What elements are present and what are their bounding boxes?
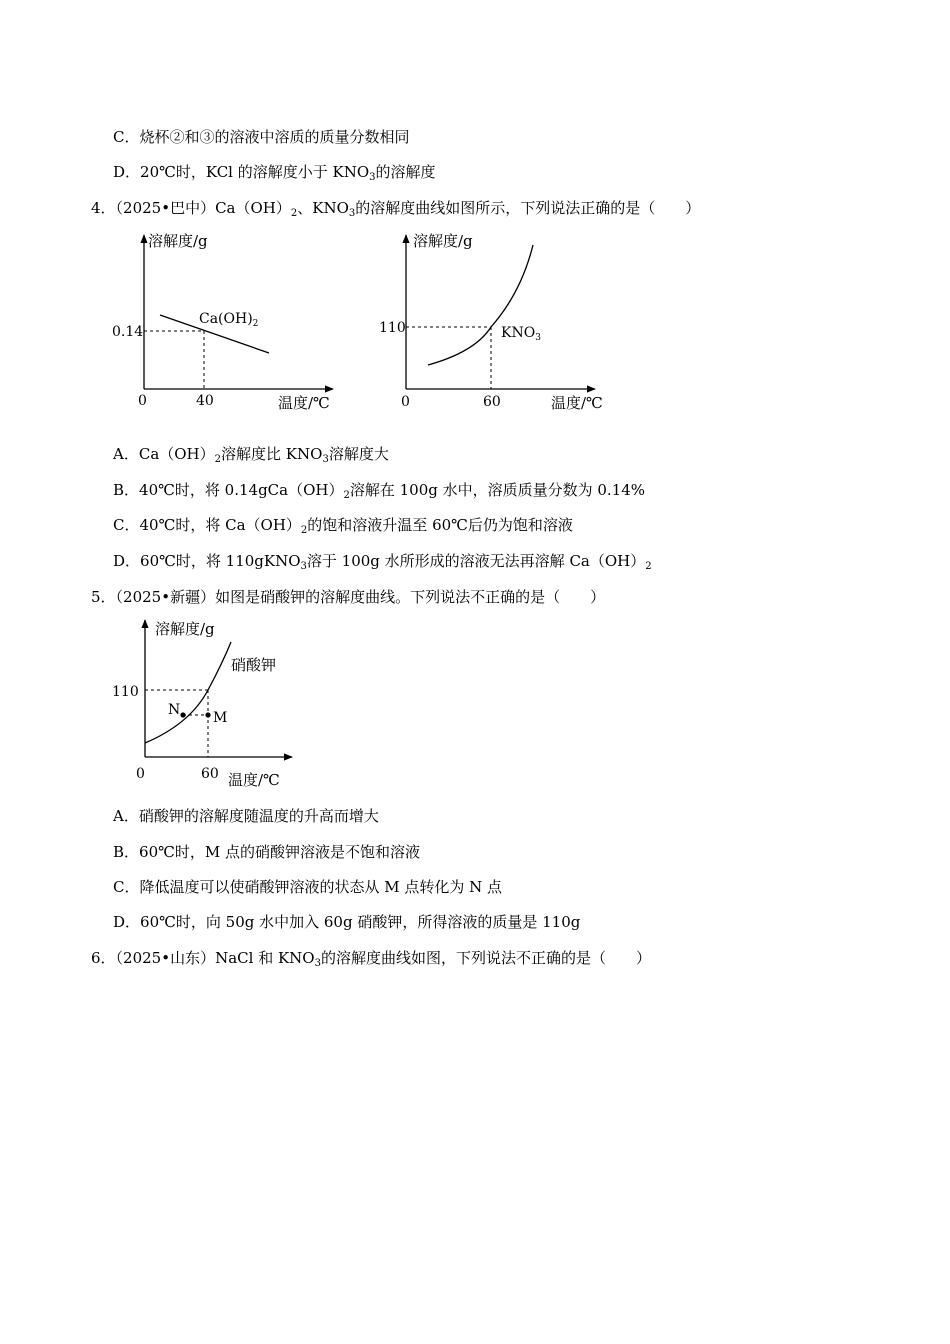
x-tick-label: 60 bbox=[483, 394, 501, 410]
q4-option-c: C．40℃时，将 $Ca(OH)_2$的饱和溶液升温至 60℃后仍为饱和溶液 bbox=[113, 516, 573, 536]
y-axis-label: 溶解度/g bbox=[155, 620, 215, 638]
q3-option-c: C．烧杯②和③的溶液中溶质的质量分数相同 bbox=[113, 128, 410, 146]
q5-stem: 5．（2025•新疆）如图是硝酸钾的溶解度曲线。下列说法不正确的是（ ） bbox=[91, 588, 606, 606]
q4-option-a: A．$Ca(OH)_2$溶解度比 $KNO_3$溶解度大 bbox=[113, 445, 389, 465]
q3-option-d: D．20℃时，KCl 的溶解度小于 $KNO_3$的溶解度 bbox=[113, 163, 436, 183]
origin-label: 0 bbox=[401, 394, 410, 410]
series-label: $KNO_3$ bbox=[501, 325, 541, 343]
y-axis-label: 溶解度/g bbox=[413, 232, 473, 250]
q4-stem: 4．（2025•巴中）$Ca(OH)_2$、$KNO_3$的溶解度曲线如图所示，下列说法正确的是（ ） bbox=[91, 199, 701, 219]
q6-stem: 6．（2025•山东）NaCl 和 $KNO_3$的溶解度曲线如图，下列说法不正确的是（ ） bbox=[91, 949, 651, 969]
x-axis-label: 温度/℃ bbox=[551, 394, 603, 412]
point-m bbox=[205, 712, 210, 717]
point-n bbox=[180, 712, 185, 717]
origin-label: 0 bbox=[138, 393, 147, 409]
series-label: $Ca(OH)_2$ bbox=[199, 311, 259, 329]
chart-caoh2-solubility bbox=[100, 225, 350, 420]
point-n-label: N bbox=[168, 702, 181, 718]
point-m-label: M bbox=[213, 710, 228, 726]
q4-option-b: B．40℃时，将 $0.14gCa(OH)_2$溶解在 100g 水中，溶质质量分数为 0.14% bbox=[113, 481, 646, 501]
origin-label: 0 bbox=[136, 766, 145, 782]
kno3-curve bbox=[428, 245, 533, 365]
chart-kno3-solubility bbox=[365, 225, 620, 420]
y-tick-label: 110 bbox=[379, 320, 406, 336]
series-label: 硝酸钾 bbox=[231, 656, 277, 674]
q5-option-a: A．硝酸钾的溶解度随温度的升高而增大 bbox=[113, 807, 379, 825]
x-axis-label: 温度/℃ bbox=[278, 394, 330, 412]
q5-option-d: D．60℃时，向 50g 水中加入 60g 硝酸钾，所得溶液的质量是 110g bbox=[113, 913, 581, 931]
x-axis-label: 温度/℃ bbox=[228, 771, 280, 789]
q4-option-d: D．60℃时，将 110gKNO$_3$溶于 100g 水所形成的溶液无法再溶解 $Ca(OH)_2$ bbox=[113, 552, 652, 572]
y-tick-label: 110 bbox=[112, 684, 139, 700]
kno3-curve bbox=[145, 642, 231, 743]
y-tick-label: 0.14 bbox=[112, 324, 144, 340]
x-tick-label: 60 bbox=[201, 766, 219, 782]
q5-option-c: C．降低温度可以使硝酸钾溶液的状态从 M 点转化为 N 点 bbox=[113, 878, 503, 896]
x-tick-label: 40 bbox=[196, 393, 214, 409]
q5-option-b: B．60℃时，M 点的硝酸钾溶液是不饱和溶液 bbox=[113, 843, 421, 861]
chart-potassium-nitrate-solubility bbox=[100, 612, 300, 797]
y-axis-label: 溶解度/g bbox=[148, 232, 208, 250]
